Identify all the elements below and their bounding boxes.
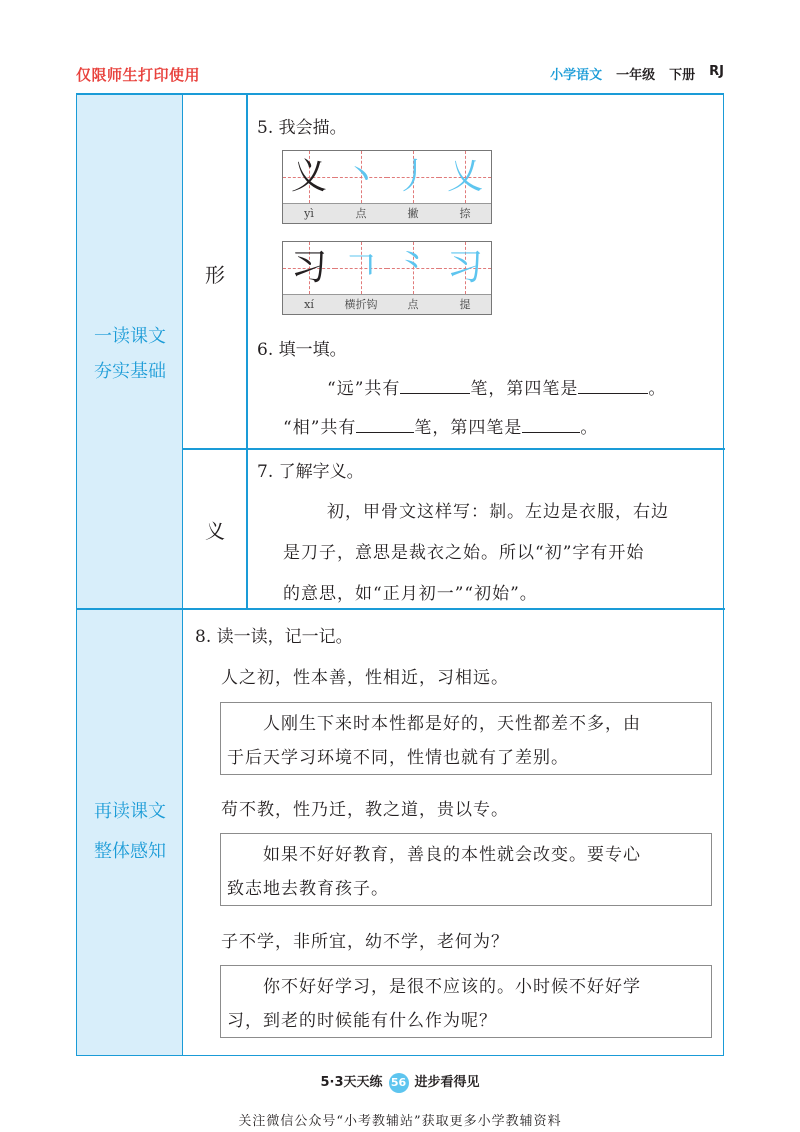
q6-line1-text-b: 笔，第四笔是 — [470, 379, 579, 399]
grid-cell — [439, 242, 491, 314]
grid-label: 捺 — [439, 203, 491, 223]
q7-line1: 初，甲骨文这样写：𠝣。左边是衣服，右边 — [327, 502, 669, 522]
explanation-3-line1: 你不好好学习，是很不应该的。小时候不好好学 — [263, 977, 641, 997]
grid-char[interactable]: 丿 — [394, 156, 431, 197]
explanation-2-line1: 如果不好好教育，善良的本性就会改变。要专心 — [263, 845, 641, 865]
grid-char: 习 — [290, 247, 327, 288]
section-divider — [77, 608, 725, 610]
grid-label: xí — [283, 294, 335, 314]
edition-label: RJ — [709, 64, 724, 79]
explanation-box-1 — [220, 702, 712, 775]
footer-slogan: 进步看得见 — [414, 1075, 480, 1090]
q6-line2-text-a: “相”共有 — [283, 418, 357, 438]
page-number: 56 — [389, 1073, 409, 1093]
grid-label: 撇 — [387, 203, 439, 223]
section-1-title-line1: 一读课文 — [94, 326, 166, 347]
q7-line3: 的意思，如“正月初一”“初始”。 — [283, 584, 538, 604]
q8-title: 8. 读一读，记一记。 — [195, 627, 353, 647]
print-notice: 仅限师生打印使用 — [76, 66, 201, 84]
section-2-title-line2: 整体感知 — [94, 841, 166, 862]
grid-label: yì — [283, 203, 335, 223]
grid-cell — [387, 151, 439, 223]
grid-char[interactable]: 习 — [446, 247, 483, 288]
grade-label: 一年级 — [616, 68, 656, 83]
section-sidebar — [77, 95, 183, 1055]
section-1-title-line2: 夯实基础 — [94, 361, 166, 382]
wechat-note: 关注微信公众号“小考教辅站”获取更多小学教辅资料 — [238, 1114, 562, 1129]
grid-char[interactable]: 乂 — [446, 156, 483, 197]
q7-title: 7. 了解字义。 — [257, 462, 364, 482]
verse-2: 苟不教，性乃迁，教之道，贵以专。 — [221, 800, 509, 820]
grid-cell — [335, 242, 387, 314]
grid-cell — [439, 151, 491, 223]
q6-line1 — [327, 374, 666, 399]
cell-label-xing: 形 — [205, 263, 225, 287]
section-2-title-line1: 再读课文 — [94, 801, 166, 822]
q6-line2 — [283, 413, 598, 438]
q5-title: 5. 我会描。 — [257, 118, 347, 138]
row-divider-1 — [183, 448, 725, 450]
stroke-grid-yi — [282, 150, 492, 224]
subject-label: 小学语文 — [550, 68, 603, 83]
answer-blank-stroke-count[interactable] — [400, 393, 470, 394]
explanation-1-line1: 人刚生下来时本性都是好的，天性都差不多，由 — [263, 714, 641, 734]
grid-label: 提 — [439, 294, 491, 314]
answer-blank-fourth-stroke[interactable] — [578, 393, 648, 394]
grid-label: 点 — [335, 203, 387, 223]
footer-brand: 5·3天天练 — [320, 1075, 383, 1090]
q6-line2-text-c: 。 — [580, 418, 599, 438]
stroke-grid-xi — [282, 241, 492, 315]
page-footer — [0, 1071, 800, 1093]
grid-char[interactable]: 𠃍 — [342, 247, 379, 288]
answer-blank-fourth-stroke[interactable] — [522, 432, 580, 433]
grid-char: 义 — [290, 156, 327, 197]
grid-cell — [387, 242, 439, 314]
explanation-2-line2: 致志地去教育孩子。 — [227, 879, 389, 899]
grid-label: 点 — [387, 294, 439, 314]
grid-cell — [283, 151, 335, 223]
book-info — [550, 64, 724, 83]
grid-cell — [283, 242, 335, 314]
worksheet-frame — [76, 95, 724, 1056]
q7-line2: 是刀子，意思是裁衣之始。所以“初”字有开始 — [283, 543, 645, 563]
volume-label: 下册 — [669, 68, 696, 83]
answer-blank-stroke-count[interactable] — [356, 432, 414, 433]
explanation-3-line2: 习，到老的时候能有什么作为呢？ — [227, 1011, 497, 1031]
verse-3: 子不学，非所宜，幼不学，老何为？ — [221, 932, 509, 952]
grid-label: 横折钩 — [335, 294, 387, 314]
explanation-box-3 — [220, 965, 712, 1038]
q6-line2-text-b: 笔，第四笔是 — [414, 418, 523, 438]
column-divider — [246, 95, 248, 608]
q6-line1-text-a: “远”共有 — [327, 379, 401, 399]
cell-label-yi: 义 — [205, 519, 225, 543]
q6-line1-text-c: 。 — [648, 379, 667, 399]
verse-1: 人之初，性本善，性相近，习相远。 — [221, 668, 509, 688]
grid-char[interactable]: 丶 — [342, 156, 379, 197]
explanation-box-2 — [220, 833, 712, 906]
grid-cell — [335, 151, 387, 223]
q6-title: 6. 填一填。 — [257, 340, 347, 360]
grid-char[interactable]: ⺀ — [394, 247, 431, 288]
explanation-1-line2: 于后天学习环境不同，性情也就有了差别。 — [227, 748, 569, 768]
